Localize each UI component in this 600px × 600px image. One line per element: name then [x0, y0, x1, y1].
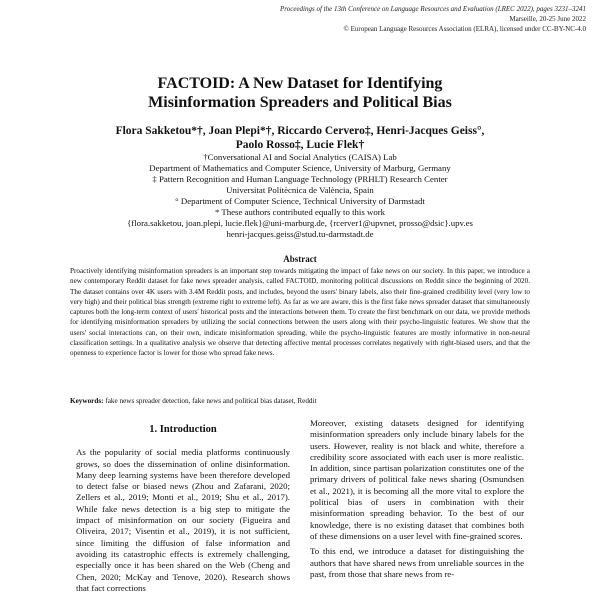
venue-line: Marseille, 20-25 June 2022	[509, 15, 586, 23]
abstract-heading: Abstract	[283, 254, 317, 264]
left-column	[76, 418, 290, 598]
keywords-text: fake news spreader detection, fake news and political bias dataset, Reddit	[103, 397, 317, 405]
affiliations	[0, 152, 600, 240]
email-line: {flora.sakketou, joan.plepi, lucie.flek}@uni-marburg.de, {rcerver1@upvnet, prosso@dsic}.upv.es	[127, 218, 473, 228]
intro-paragraph: To this end, we introduce a dataset for distinguishing the authors that have shared news from unreliable sources in the past, from those that share news from re-	[310, 546, 524, 579]
right-column	[310, 418, 524, 584]
email-line: henri-jacques.geiss@stud.tu-darmstadt.de	[226, 229, 374, 239]
authors-line-1: Flora Sakketou*†, Joan Plepi*†, Riccardo Cervero‡, Henri-Jacques Geiss°,	[115, 125, 485, 137]
affiliation-line: ° Department of Computer Science, Technical University of Darmstadt	[175, 196, 425, 206]
section-heading: 1. Introduction	[149, 424, 217, 435]
abstract-text: Proactively identifying misinformation spreaders is an important step towards mitigating the impact of fake news on our society. In this paper, we introduce a new contemporary Reddit dataset for fake news spreader analysis, called FACTOID, monitoring political discussions on Reddit since the beginning of 2020. The dataset contains over 4K users with 3.4M Reddit posts, and includes, beyond the users' binary labels, also their fine-grained credibility level (very low to very high) and their political bias strength (extreme right to extreme left). As far as we are aware, this is the first fake news spreader dataset that simultaneously captures both the long-term context of users' historical posts and the interactions between them. To create the first benchmark on our data, we provide methods for identifying misinformation spreaders by utilizing the social connections between the users along with their psycho-linguistic features. We show that the users' social interactions can, on their own, indicate misinformation spreading, while the psycho-linguistic features are mostly informative in non-neural classification settings. In a qualitative analysis we observe that detecting affective mental processes correlates negatively with right-biased users, and that the openness to experience factor is lower for those who spread fake news.	[70, 267, 530, 358]
affiliation-line: Department of Mathematics and Computer Science, University of Marburg, Germany	[149, 163, 451, 173]
license-line: © European Language Resources Association (ELRA), licensed under CC-BY-NC-4.0	[343, 25, 586, 33]
proceedings-header	[226, 4, 586, 34]
title-line-1: FACTOID: A New Dataset for Identifying	[157, 75, 443, 92]
keywords-label: Keywords:	[70, 397, 104, 405]
paper-title	[0, 74, 600, 112]
proceedings-line: Proceedings of the 13th Conference on Language Resources and Evaluation (LREC 2022), pages 3231–3241	[279, 5, 586, 13]
intro-paragraph: As the popularity of social media platforms continuously grows, so does the dissemination of online disinformation. Many deep learning systems have been therefore developed to detect false or biased news (Zhou and Zafarani, 2020; Zellers et al., 2019; Monti et al., 2019; Shu et al., 2017). While fake news detection is a big step to mitigate the impact of misinformation on our society (Figueira and Oliveira, 2017; Visentin et al., 2019), it is not sufficient, since limiting the diffusion of false information and avoiding its catastrophic effects is extremely challenging, especially once it has been shared on the Web (Cheng and Chen, 2020; McKay and Tenove, 2020). Research shows that fact corrections	[76, 447, 290, 593]
keywords	[70, 396, 530, 406]
author-list	[0, 124, 600, 152]
affiliation-line: * These authors contributed equally to this work	[214, 207, 386, 217]
intro-paragraph: Moreover, existing datasets designed for identifying misinformation spreaders only include binary labels for the users. However, reality is not black and white, therefore a credibility score associated with each user is more realistic. In addition, since partisan polarization constitutes one of the primary drivers of political fake news sharing (Osmundsen et al., 2021), it is becoming all the more vital to explore the political bias of users in combination with their misinformation spreading behavior. To the best of our knowledge, there is no existing dataset that combines both of these dimensions on a user level with fine-grained scores.	[310, 418, 524, 541]
title-line-2: Misinformation Spreaders and Political Bias	[148, 94, 452, 111]
affiliation-line: Universitat Politècnica de València, Spain	[226, 185, 374, 195]
authors-line-2: Paolo Rosso‡, Lucie Flek†	[235, 139, 365, 151]
affiliation-line: †Conversational AI and Social Analytics (CAISA) Lab	[203, 152, 397, 162]
affiliation-line: ‡ Pattern Recognition and Human Language Technology (PRHLT) Research Center	[152, 174, 448, 184]
